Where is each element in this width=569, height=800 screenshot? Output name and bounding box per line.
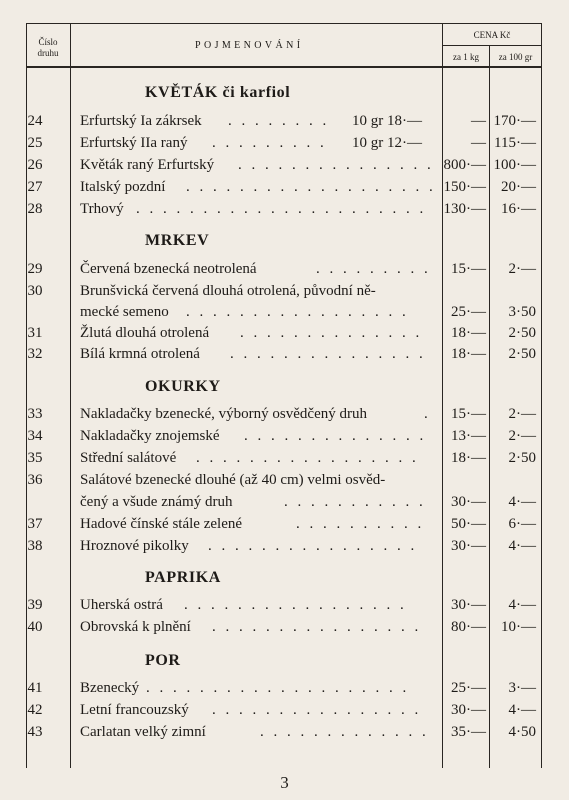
leader-dots: . . . . . . . . . . . (284, 494, 426, 510)
row-number: 38 (27, 538, 43, 554)
row-weight-price: 10 gr 12·— (352, 135, 422, 151)
kg-column-divider (489, 45, 490, 768)
price-per-kg: 80·— (451, 619, 486, 635)
price-per-100g: 10·— (501, 619, 536, 635)
price-per-kg: — (471, 113, 486, 129)
row-name: Střední salátové (80, 450, 177, 466)
row-number: 25 (27, 135, 43, 151)
price-per-kg: 18·— (451, 325, 486, 341)
price-per-kg: 150·— (443, 179, 486, 195)
price-per-100g: 4·— (508, 494, 536, 510)
price-per-kg: 25·— (451, 304, 486, 320)
leader-dots: . . . . . . . . . . . . . . . . (212, 702, 422, 718)
table-header-rule (26, 66, 542, 68)
leader-dots: . . . . . . . . . . . . . . . . . (184, 597, 407, 613)
row-name: Letní francouzský (80, 702, 189, 718)
price-per-kg: 15·— (451, 261, 486, 277)
leader-dots: . . . . . . . . . . . . . . . . (212, 619, 422, 635)
row-name: Hadové čínské stále zelené (80, 516, 243, 532)
row-number: 43 (27, 724, 43, 740)
row-name: Uherská ostrá (80, 597, 163, 613)
leader-dots: . . . . . . . . . . . . . . . . (208, 538, 418, 554)
price-per-100g: 4·50 (508, 724, 536, 740)
leader-dots: . . . . . . . . (228, 113, 330, 129)
leader-dots: . . . . . . . . . . . . . . . . . . . (186, 179, 436, 195)
row-name-continuation: čený a všude známý druh (80, 494, 233, 510)
leader-dots: . . . . . . . . . . . . . . . (238, 157, 434, 173)
price-per-100g: 100·— (493, 157, 536, 173)
row-number: 33 (27, 406, 43, 422)
price-per-100g: 170·— (493, 113, 536, 129)
column-header-per-kg: za 1 kg (453, 52, 479, 62)
price-per-100g: 2·— (508, 406, 536, 422)
leader-dots: . . . . . . . . . . . . . (260, 724, 429, 740)
section-heading-mrkev: MRKEV (145, 232, 210, 249)
price-per-100g: 20·— (501, 179, 536, 195)
column-header-name: POJMENOVÁNÍ (195, 40, 304, 51)
leader-dots: . . . . . . . . . (212, 135, 327, 151)
price-per-kg: 30·— (451, 702, 486, 718)
leader-dots: . . . . . . . . . . . . . . . (230, 346, 426, 362)
table-top-rule (26, 23, 542, 24)
price-per-kg: 130·— (443, 201, 486, 217)
price-per-100g: 2·50 (508, 450, 536, 466)
row-name-continuation: mecké semeno (80, 304, 169, 320)
price-per-kg: 30·— (451, 538, 486, 554)
price-per-kg: — (471, 135, 486, 151)
row-number: 27 (27, 179, 43, 195)
price-per-100g: 115·— (494, 135, 536, 151)
leader-dots: . . . . . . . . . . . . . . (244, 428, 427, 444)
price-per-kg: 30·— (451, 597, 486, 613)
row-number: 28 (27, 201, 43, 217)
price-per-kg: 800·— (443, 157, 486, 173)
leader-dots: . . . . . . . . . (316, 261, 431, 277)
leader-dots: . . . . . . . . . . . . . . . . . (196, 450, 419, 466)
section-heading-paprika: PAPRIKA (145, 569, 221, 586)
row-name: Květák raný Erfurtský (80, 157, 215, 173)
price-subheader-rule (442, 45, 542, 46)
price-per-100g: 4·— (508, 702, 536, 718)
section-heading-okurky: OKURKY (145, 378, 221, 395)
section-heading-kvetak: KVĚTÁK či karfiol (145, 84, 291, 101)
column-header-number: Číslo druhu (37, 37, 59, 58)
leader-dots: . . . . . . . . . . (296, 516, 425, 532)
row-number: 42 (27, 702, 43, 718)
price-per-kg: 13·— (451, 428, 486, 444)
price-per-kg: 30·— (451, 494, 486, 510)
price-per-kg: 15·— (451, 406, 486, 422)
row-number: 31 (27, 325, 43, 341)
row-number: 30 (27, 283, 43, 299)
leader-dots: . . . . . . . . . . . . . . (240, 325, 423, 341)
price-per-100g: 2·50 (508, 346, 536, 362)
price-per-kg: 50·— (451, 516, 486, 532)
leader-dots: . . . . . . . . . . . . . . . . . . . . (146, 680, 410, 696)
row-name: Hroznové pikolky (80, 538, 189, 554)
row-name: Obrovská k plnění (80, 619, 191, 635)
price-per-kg: 35·— (451, 724, 486, 740)
row-name: Bzenecký (80, 680, 140, 696)
row-name: Salátové bzenecké dlouhé (až 40 cm) velmi osvěd- (80, 472, 386, 488)
price-per-100g: 2·— (508, 261, 536, 277)
row-number: 37 (27, 516, 43, 532)
price-per-100g: 4·— (508, 597, 536, 613)
row-name: Brunšvická červená dlouhá otrolená, původní ně- (80, 283, 376, 299)
row-number: 41 (27, 680, 43, 696)
row-number: 32 (27, 346, 43, 362)
row-number: 39 (27, 597, 43, 613)
row-name: Nakladačky znojemské (80, 428, 220, 444)
price-per-100g: 3·— (508, 680, 536, 696)
column-header-price: CENA Kč (473, 30, 511, 40)
row-number: 40 (27, 619, 43, 635)
row-number: 34 (27, 428, 43, 444)
row-name: Žlutá dlouhá otrolená (80, 325, 210, 341)
row-number: 26 (27, 157, 43, 173)
price-per-100g: 2·50 (508, 325, 536, 341)
table-right-border (541, 23, 542, 768)
row-weight-price: 10 gr 18·— (352, 113, 422, 129)
price-per-100g: 16·— (501, 201, 536, 217)
row-number: 24 (27, 113, 43, 129)
row-number: 36 (27, 472, 43, 488)
column-header-per-100g: za 100 gr (498, 52, 533, 62)
leader-dots: . . . . . . . . . . . . . . . . . . . . . . (136, 201, 427, 217)
row-name: Carlatan velký zimní (80, 724, 206, 740)
price-per-kg: 25·— (451, 680, 486, 696)
price-per-kg: 18·— (451, 346, 486, 362)
price-per-100g: 4·— (508, 538, 536, 554)
row-name: Erfurtský IIa raný (80, 135, 188, 151)
price-per-100g: 6·— (508, 516, 536, 532)
row-name: Trhový (80, 201, 124, 217)
row-name: Bílá krmná otrolená (80, 346, 200, 362)
row-name: Nakladačky bzenecké, výborný osvědčený druh (80, 406, 367, 422)
row-name: Červená bzenecká neotrolená (80, 261, 257, 277)
row-number: 35 (27, 450, 43, 466)
leader-dots: . (424, 406, 431, 422)
page-number: 3 (280, 773, 289, 792)
price-per-100g: 3·50 (508, 304, 536, 320)
price-per-kg: 18·— (451, 450, 486, 466)
row-number: 29 (27, 261, 43, 277)
number-column-divider (70, 23, 71, 768)
row-name: Erfurtský Ia zákrsek (80, 113, 202, 129)
section-heading-por: POR (145, 652, 181, 669)
row-name: Italský pozdní (80, 179, 166, 195)
price-per-100g: 2·— (508, 428, 536, 444)
leader-dots: . . . . . . . . . . . . . . . . . (186, 304, 409, 320)
